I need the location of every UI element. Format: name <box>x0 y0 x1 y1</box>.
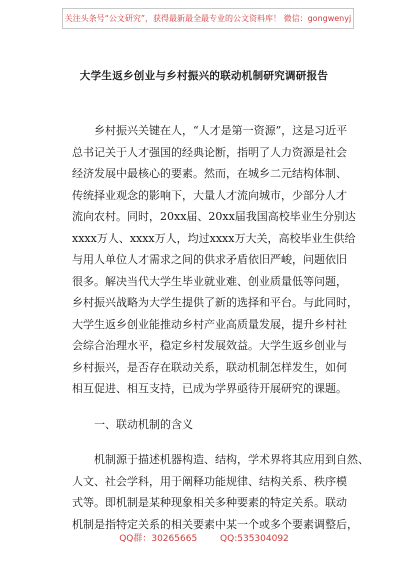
paragraph-gap <box>72 400 338 414</box>
document-title: 大学生返乡创业与乡村振兴的联动机制研究调研报告 <box>79 70 329 82</box>
text-line: 很多。解决当代大学生毕业就业难、创业质量低等问题， <box>72 274 347 288</box>
text-line: 机制源于描述机器构造、结构，学术界将其应用到自然、 <box>94 453 369 466</box>
section-heading-text: 一、联动机制的含义 <box>94 417 193 431</box>
text-line: xxxx万人、xxxx万人，均过xxxx万大关，高校毕业生供给 <box>72 231 356 245</box>
paragraph-intro <box>72 120 358 400</box>
document-body <box>72 120 369 535</box>
text-line: 流向农村。同时，20xx届、20xx届我国高校毕业生分别达 <box>72 210 356 223</box>
footer-contact <box>0 531 408 544</box>
text-line: 总书记关于人才强国的经典论断，指明了人力资源是社会 <box>72 145 347 159</box>
text-line: 传统择业观念的影响下，大量人才流向城市，少部分人才 <box>72 188 347 202</box>
footer-qq-group: QQ群：30265665 <box>119 534 198 544</box>
text-line: 大学生返乡创业能推动乡村产业高质量发展，提升乡村社 <box>72 317 347 331</box>
text-line: 乡村振兴关键在人，“人才是第一资源”，这是习近平 <box>94 124 348 137</box>
text-line: 式等。即机制是某种现象相关多种要素的特定关系。联动 <box>72 496 347 509</box>
paragraph-gap <box>72 435 338 449</box>
text-line: 乡村振兴战略为大学生提供了新的选择和平台。与此同时， <box>72 296 358 309</box>
paragraph-mechanism <box>72 449 369 535</box>
footer-qq-number: QQ:535304092 <box>220 534 289 544</box>
section-heading <box>72 414 338 436</box>
header-banner: 关注头条号“公文研究”，获得最新最全最专业的公文资料库！ 微信：gongwenyj <box>62 8 354 29</box>
text-line: 人文、社会学科，用于阐释功能规律、结构关系、秩序模 <box>72 474 347 488</box>
text-line: 机制是指特定关系的相关要素中某一个或多个要素调整后， <box>72 517 358 531</box>
text-line: 乡村振兴，是否存在联动关系，联动机制怎样发生，如何 <box>72 360 347 374</box>
text-line: 相互促进、相互支持，已成为学界亟待开展研究的课题。 <box>72 382 347 395</box>
text-line: 会综合治理水平，稳定乡村发展效益。大学生返乡创业与 <box>72 339 347 352</box>
text-line: 与用人单位人才需求之间的供求矛盾依旧严峻，问题依旧 <box>72 253 347 266</box>
text-line: 经济发展中最核心的要素。然而，在城乡二元结构体制、 <box>72 167 347 180</box>
